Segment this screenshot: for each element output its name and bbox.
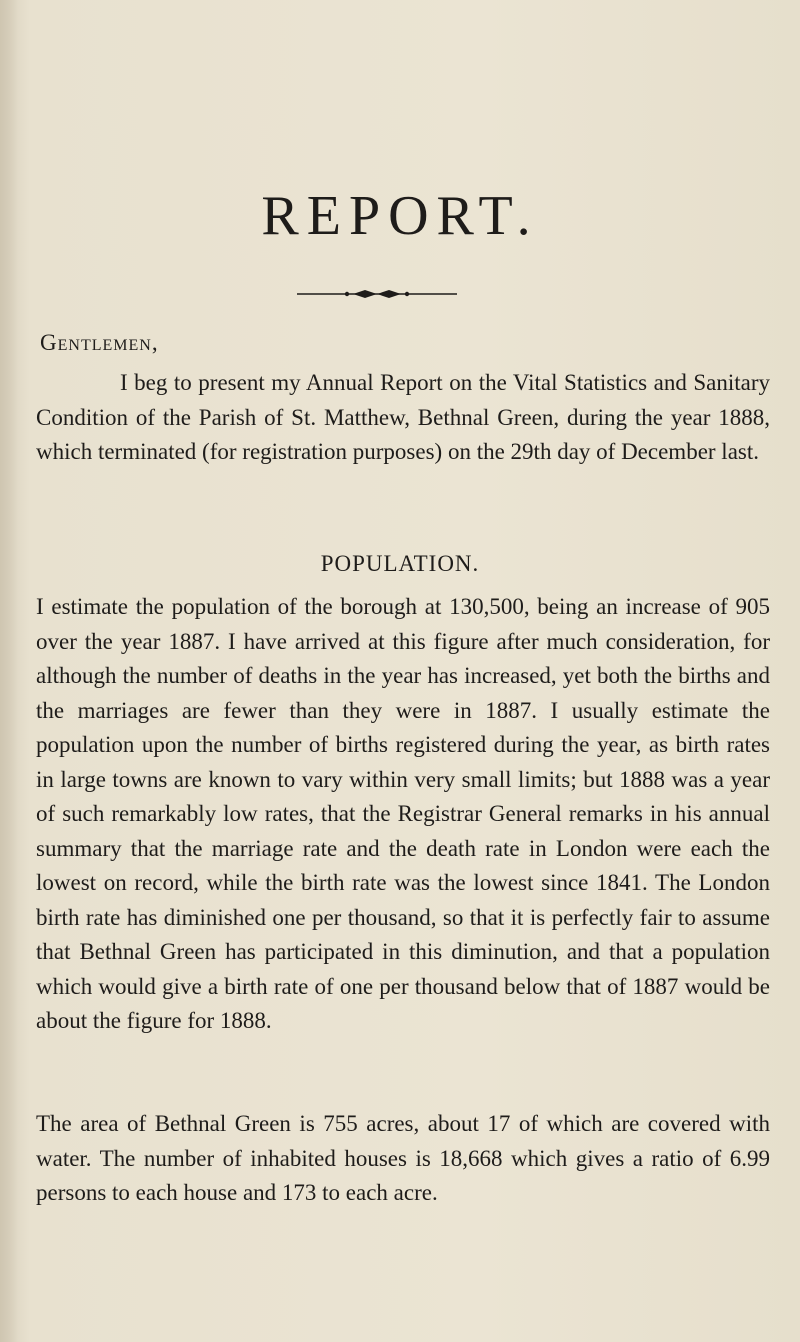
bleed-through-text xyxy=(230,0,790,200)
section-heading-population: POPULATION. xyxy=(320,551,480,576)
ornamental-rule-icon xyxy=(297,284,457,304)
report-title: REPORT. xyxy=(261,185,539,247)
salutation: Gentlemen, xyxy=(40,330,159,355)
area-paragraph: The area of Bethnal Green is 755 acres, about 17 of which are covered with water. The number of inhabited houses is 18,668 which gives a ratio of 6.99 persons to each house and 173 to each acre. xyxy=(36,1111,770,1205)
intro-paragraph: I beg to present my Annual Report on the Vital Statistics and Sanitary Condition of the Parish of St. Matthew, Bethnal Green, during the year 1888, which terminated (for registration purposes) on the 29th day of December last. xyxy=(36,370,770,464)
population-paragraph: I estimate the population of the borough at 130,500, being an increase of 905 over the year 1887. I have arrived at this figure after much consideration, for although the number of deaths in the year has increased, yet both the births and the marriages are fewer than they were in 1887. I usually estimate the population upon the number of births registered during the year, as birth rates in large towns are known to vary within very small limits; but 1888 was a year of such remarkably low rates, that the Registrar General remarks in his annual summary that the marriage rate and the death rate in London were each the lowest on record, while the birth rate was the lowest since 1841. The London birth rate has diminished one per thousand, so that it is perfectly fair to assume that Bethnal Green has participated in this diminution, and that a population which would give a birth rate of one per thousand below that of 1887 would be about the figure for 1888. xyxy=(36,594,770,1033)
